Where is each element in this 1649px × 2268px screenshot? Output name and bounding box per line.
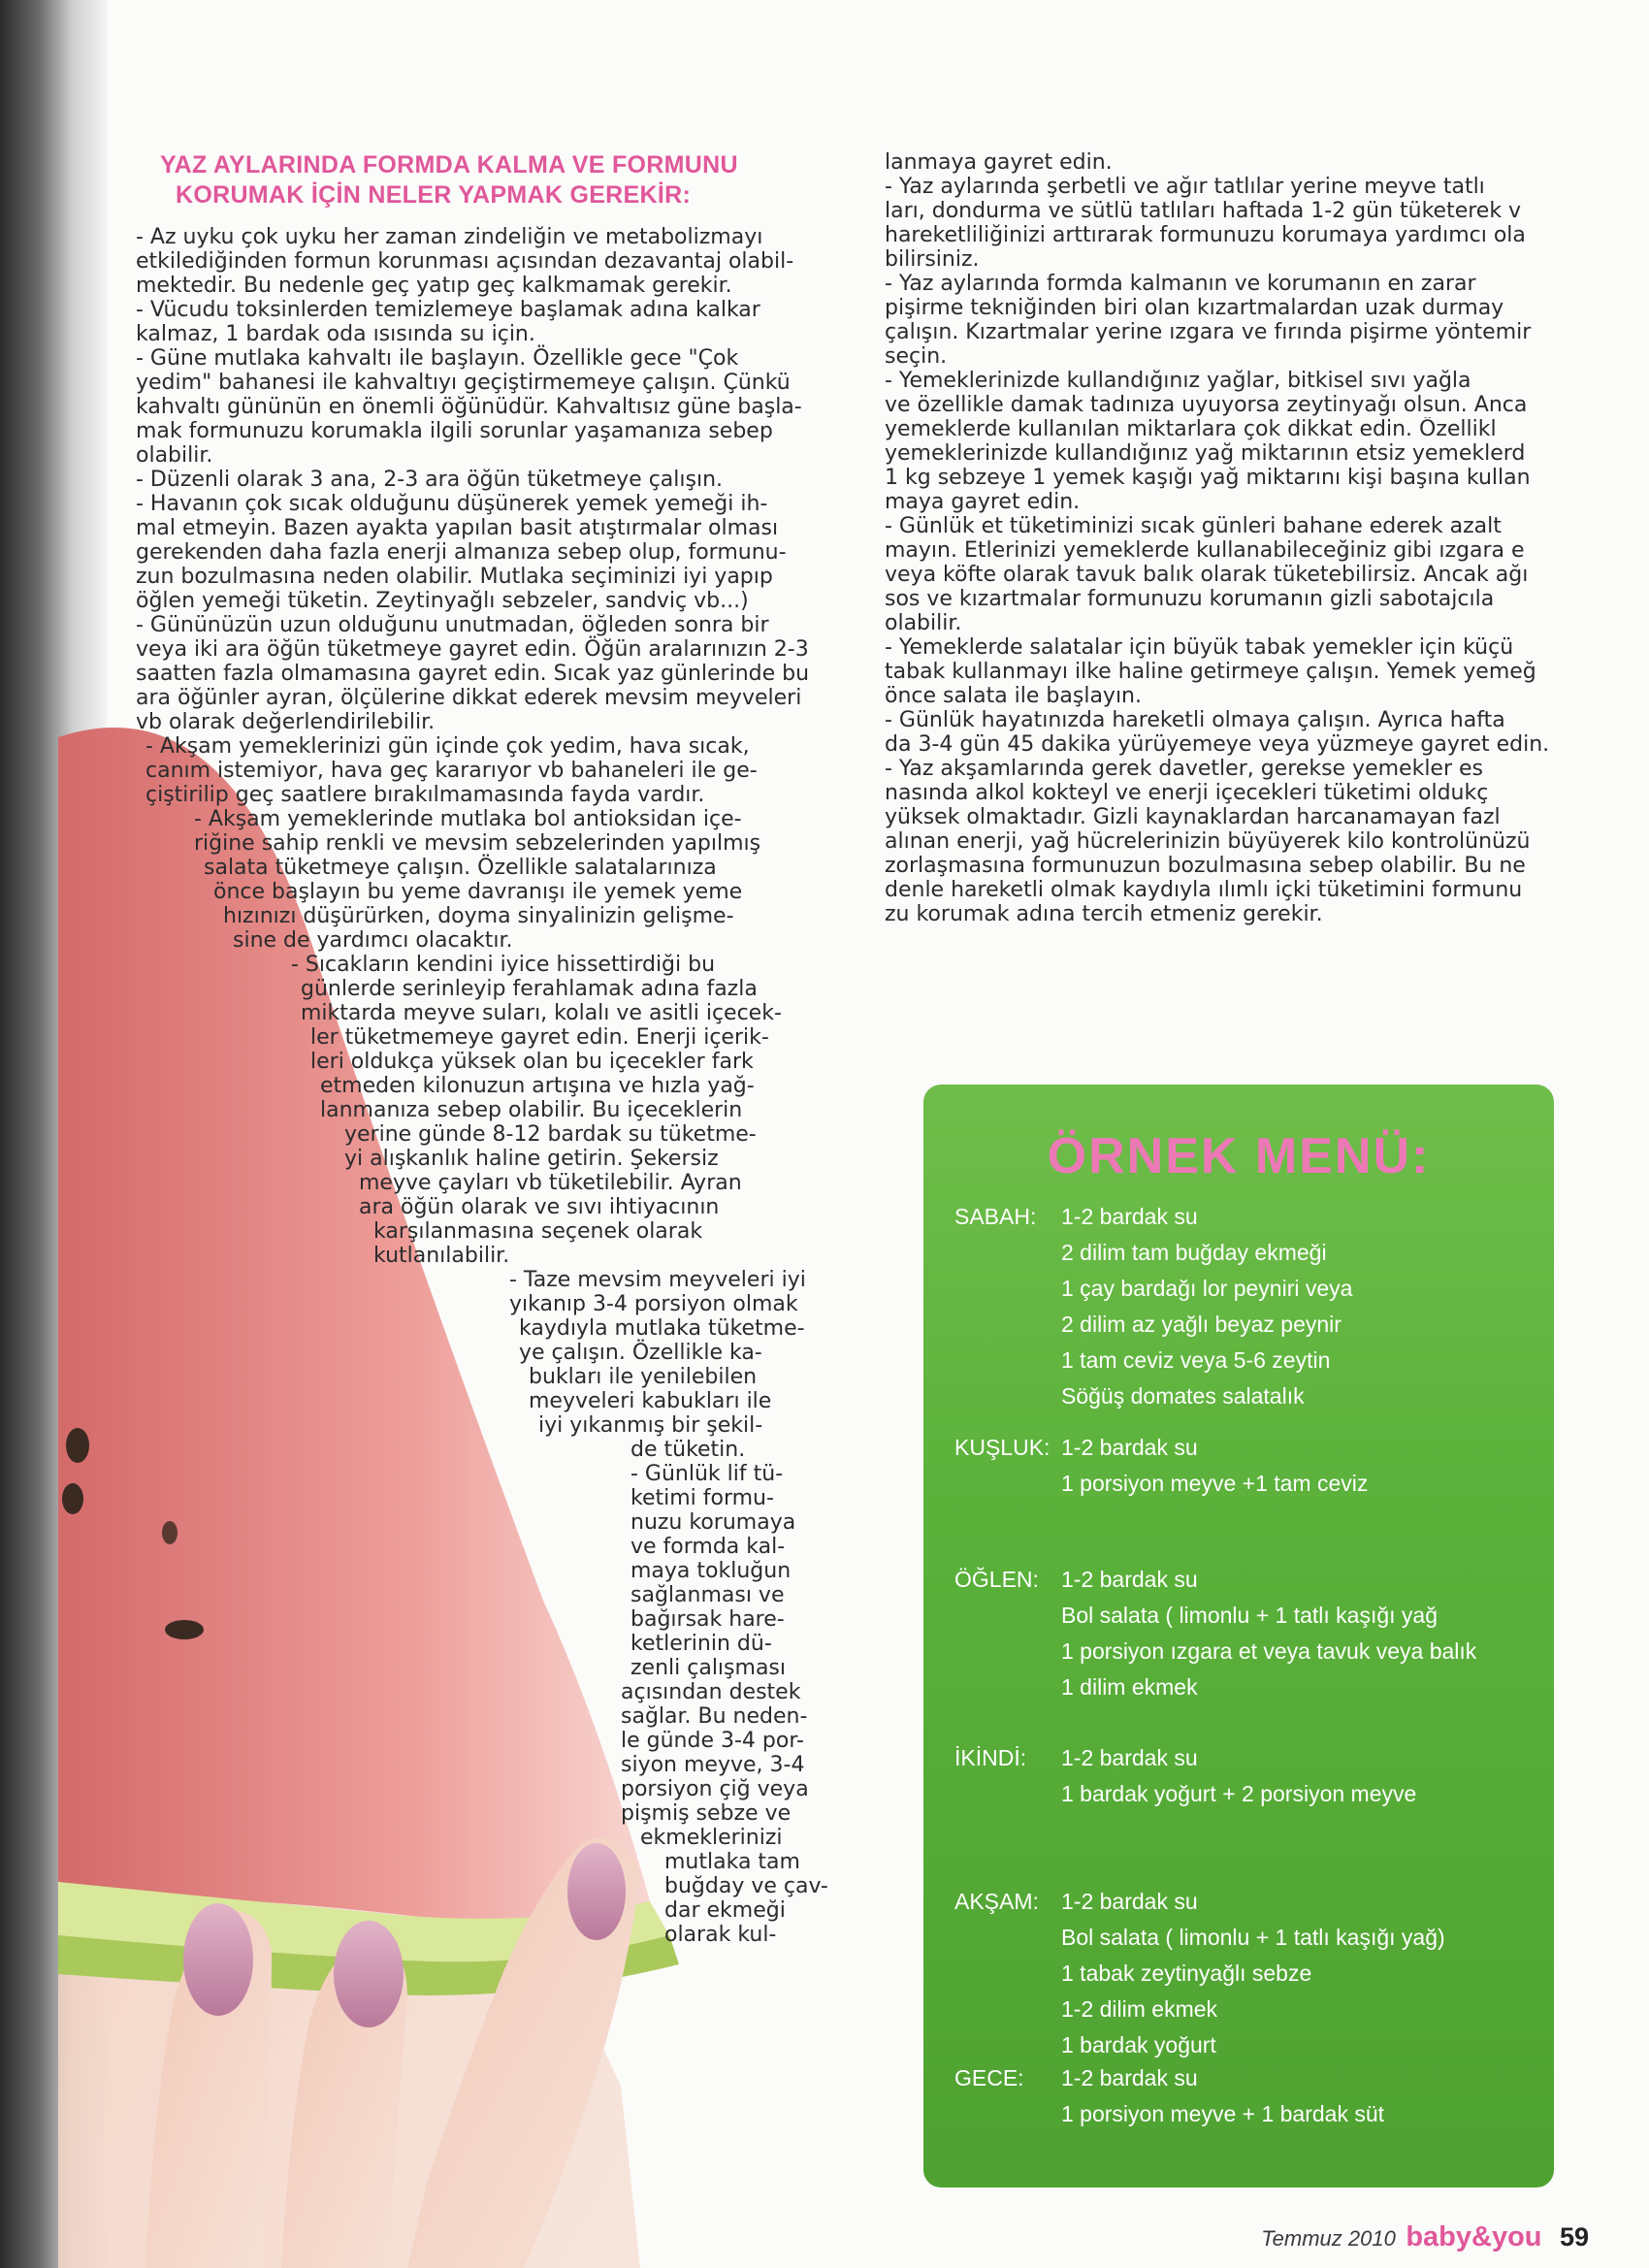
left-text-line: gerekenden daha fazla enerji almanıza sebep olup, formunu- xyxy=(136,540,787,565)
menu-meal xyxy=(954,1199,1352,1414)
left-text-line: sine de yardımcı olacaktır. xyxy=(233,928,513,953)
left-text-line: öğlen yemeği tüketin. Zeytinyağlı sebzeler, sandviç vb...) xyxy=(136,589,749,613)
left-text-line: siyon meyve, 3-4 xyxy=(621,1753,805,1777)
right-column-text xyxy=(885,150,1578,926)
right-text-line: lanmaya gayret edin. xyxy=(885,150,1113,175)
meal-item: 1-2 bardak su xyxy=(1061,1567,1198,1592)
left-text-line: ara öğün olarak ve sıvı ihtiyacının xyxy=(359,1195,720,1219)
meal-item: 1 çay bardağı lor peyniri veya xyxy=(1061,1276,1353,1301)
left-text-line: - Az uyku çok uyku her zaman zindeliğin ve metabolizmayı xyxy=(136,225,763,249)
left-text-line: bukları ile yenilebilen xyxy=(529,1365,758,1389)
left-text-line: önce başlayın bu yeme davranışı ile yemek yeme xyxy=(213,880,743,904)
menu-meal xyxy=(954,1562,1476,1705)
left-text-line: dar ekmeği xyxy=(664,1898,786,1923)
meal-label: ÖĞLEN: xyxy=(954,1567,1039,1592)
left-text-line: yerine günde 8-12 bardak su tüketme- xyxy=(344,1122,757,1147)
heading-line-2: KORUMAK İÇİN NELER YAPMAK GEREKİR: xyxy=(176,181,692,209)
left-text-line: sağlanması ve xyxy=(630,1583,785,1607)
left-text-line: - Güne mutlaka kahvaltı ile başlayın. Özellikle gece "Çok xyxy=(136,346,739,371)
meal-label: KUŞLUK: xyxy=(954,1435,1051,1460)
article-heading xyxy=(160,150,761,211)
left-text-line: mektedir. Bu nedenle geç yatıp geç kalkmamak gerekir. xyxy=(136,274,732,298)
left-text-line: olabilir. xyxy=(136,443,213,468)
left-text-line: - Vücudu toksinlerden temizlemeye başlamak adına kalkar xyxy=(136,298,760,322)
right-text-line: tabak kullanmayı ilke haline getirmeye çalışın. Yemek yemeğ xyxy=(885,660,1536,684)
meal-item: 1 porsiyon meyve + 1 bardak süt xyxy=(1061,2101,1385,2126)
left-text-line: günlerde serinleyip ferahlamak adına fazla xyxy=(301,977,758,1001)
left-text-line: ye çalışın. Özellikle ka- xyxy=(519,1341,762,1365)
meal-item: 1 bardak yoğurt + 2 porsiyon meyve xyxy=(1061,1781,1417,1806)
left-text-line: - Gününüzün uzun olduğunu unutmadan, öğleden sonra bir xyxy=(136,613,769,637)
left-text-line: - Akşam yemeklerinde mutlaka bol antioksidan içe- xyxy=(194,807,742,831)
right-text-line: maya gayret edin. xyxy=(885,490,1081,514)
right-text-line: önce salata ile başlayın. xyxy=(885,684,1142,708)
right-text-line: pişirme tekniğinden biri olan kızartmalardan uzak durmay xyxy=(885,296,1504,320)
left-text-line: mutlaka tam xyxy=(664,1850,800,1874)
right-text-line: - Yaz aylarında formda kalmanın ve korumanın en zarar xyxy=(885,272,1476,296)
meal-item: Bol salata ( limonlu + 1 tatlı kaşığı yağ xyxy=(1061,1603,1439,1628)
meal-label: GECE: xyxy=(954,2065,1024,2090)
meal-item: Söğüş domates salatalık xyxy=(1061,1383,1305,1409)
right-text-line: ları, dondurma ve sütlü tatlıları haftada 1-2 gün tüketerek v xyxy=(885,199,1522,223)
right-text-line: ve özellikle damak tadınıza uyuyorsa zeytinyağı olsun. Anca xyxy=(885,393,1528,417)
left-text-line: miktarda meyve suları, kolalı ve asitli içecek- xyxy=(301,1001,782,1025)
left-text-line: ler tüketmemeye gayret edin. Enerji içerik- xyxy=(310,1025,769,1050)
meal-item: 2 dilim az yağlı beyaz peynir xyxy=(1061,1312,1342,1337)
left-column-text xyxy=(136,225,858,1947)
left-text-line: yıkanıp 3-4 porsiyon olmak xyxy=(509,1292,798,1316)
left-text-line: zenli çalışması xyxy=(630,1656,786,1680)
page-number: 59 xyxy=(1559,2222,1589,2252)
left-text-line: kahvaltı gününün en önemli öğünüdür. Kahvaltısız güne başla- xyxy=(136,395,802,419)
left-text-line: maya tokluğun xyxy=(630,1559,792,1583)
left-text-line: - Sıcakların kendini iyice hissettirdiği bu xyxy=(291,953,716,977)
left-text-line: kaydıyla mutlaka tüketme- xyxy=(519,1316,805,1341)
left-text-line: le günde 3-4 por- xyxy=(621,1729,804,1753)
right-text-line: alınan enerji, yağ hücrelerinizin büyüyerek kilo kontrolünüzü xyxy=(885,829,1531,854)
right-text-line: veya köfte olarak tavuk balık olarak tüketebilirsiz. Ancak ağı xyxy=(885,563,1529,587)
left-text-line: ve formda kal- xyxy=(630,1535,786,1559)
left-text-line: iyi yıkanmış bir şekil- xyxy=(538,1413,763,1438)
meal-item: Bol salata ( limonlu + 1 tatlı kaşığı yağ) xyxy=(1061,1925,1445,1950)
menu-meal xyxy=(954,1740,1416,1812)
meal-item: 1-2 bardak su xyxy=(1061,1889,1198,1914)
meal-item: 1 dilim ekmek xyxy=(1061,1674,1198,1700)
right-text-line: - Günlük et tüketiminizi sıcak günleri bahane ederek azalt xyxy=(885,514,1502,538)
left-text-line: ekmeklerinizi xyxy=(640,1826,783,1850)
menu-meal xyxy=(954,1430,1368,1502)
left-text-line: pişmiş sebze ve xyxy=(621,1801,792,1826)
left-text-line: bağırsak hare- xyxy=(630,1607,785,1632)
right-text-line: denle hareketli olmak kaydıyla ılımlı içki tüketimini formunu xyxy=(885,878,1523,902)
menu-title: ÖRNEK MENÜ: xyxy=(1047,1128,1431,1184)
meal-item: 2 dilim tam buğday ekmeği xyxy=(1061,1240,1327,1265)
right-text-line: - Yemeklerde salatalar için büyük tabak yemekler için küçü xyxy=(885,635,1514,660)
heading-line-1: YAZ AYLARINDA FORMDA KALMA VE FORMUNU xyxy=(160,151,738,178)
left-text-line: etmeden kilonuzun artışına ve hızla yağ- xyxy=(320,1074,755,1098)
menu-meal xyxy=(954,1884,1445,2063)
meal-label: AKŞAM: xyxy=(954,1889,1039,1914)
left-text-line: mal etmeyin. Bazen ayakta yapılan basit atıştırmalar olması xyxy=(136,516,779,540)
right-text-line: sos ve kızartmalar formunuzu korumanın gizli sabotajcıla xyxy=(885,587,1495,611)
right-text-line: nasında alkol kokteyl ve enerji içecekleri tüketimi oldukç xyxy=(885,781,1489,805)
sample-menu-box xyxy=(923,1085,1554,2187)
left-text-line: - Akşam yemeklerinizi gün içinde çok yedim, hava sıcak, xyxy=(146,734,750,759)
left-text-line: olarak kul- xyxy=(664,1923,777,1947)
meal-item: 1 tam ceviz veya 5-6 zeytin xyxy=(1061,1347,1331,1373)
menu-meal xyxy=(954,2060,1384,2132)
right-text-line: da 3-4 gün 45 dakika yürüyemeye veya yüzmeye gayret edin. xyxy=(885,732,1550,757)
left-text-line: ketimi formu- xyxy=(630,1486,774,1510)
right-text-line: hareketliliğinizi arttırarak formunuzu korumaya yardımcı ola xyxy=(885,223,1526,247)
right-text-line: yemeklerde kullanılan miktarlara çok dikkat edin. Özellikl xyxy=(885,417,1497,441)
left-text-line: veya iki ara öğün tüketmeye gayret edin. Öğün aralarınızın 2-3 xyxy=(136,637,809,662)
left-text-line: yi alışkanlık haline getirin. Şekersiz xyxy=(344,1147,719,1171)
left-text-line: - Günlük lif tü- xyxy=(630,1462,784,1486)
right-text-line: - Yaz akşamlarında gerek davetler, gerekse yemekler es xyxy=(885,757,1483,781)
right-text-line: olabilir. xyxy=(885,611,962,635)
meal-label: SABAH: xyxy=(954,1204,1037,1229)
left-text-line: vb olarak değerlendirilebilir. xyxy=(136,710,436,734)
meal-item: 1 tabak zeytinyağlı sebze xyxy=(1061,1960,1312,1986)
right-text-line: - Yaz aylarında şerbetli ve ağır tatlılar yerine meyve tatlı xyxy=(885,175,1485,199)
left-text-line: - Havanın çok sıcak olduğunu düşünerek yemek yemeği ih- xyxy=(136,492,768,516)
left-text-line: sağlar. Bu neden- xyxy=(621,1704,808,1729)
left-text-line: salata tüketmeye çalışın. Özellikle salatalarınıza xyxy=(204,856,717,880)
left-text-line: hızınızı düşürürken, doyma sinyalinizin gelişme- xyxy=(223,904,734,928)
meal-item: 1-2 bardak su xyxy=(1061,1204,1198,1229)
left-text-line: karşılanmasına seçenek olarak xyxy=(373,1219,703,1244)
magazine-name: baby&you xyxy=(1406,2221,1542,2252)
left-text-line: - Taze mevsim meyveleri iyi xyxy=(509,1268,806,1292)
meal-item: 1 bardak yoğurt xyxy=(1061,2032,1216,2057)
left-text-line: yedim" bahanesi ile kahvaltıyı geçiştirmemeye çalışın. Çünkü xyxy=(136,371,791,395)
issue-date: Temmuz 2010 xyxy=(1261,2226,1396,2251)
left-text-line: mak formunuzu korumakla ilgili sorunlar yaşamanıza sebep xyxy=(136,419,773,443)
left-text-line: ketlerinin dü- xyxy=(630,1632,772,1656)
meal-item: 1-2 bardak su xyxy=(1061,2065,1198,2090)
left-text-line: meyveleri kabukları ile xyxy=(529,1389,772,1413)
right-text-line: yemeklerinizde kullandığınız yağ miktarının etsiz yemeklerd xyxy=(885,441,1526,466)
left-text-line: porsiyon çiğ veya xyxy=(621,1777,809,1801)
left-text-line: - Düzenli olarak 3 ana, 2-3 ara öğün tüketmeye çalışın. xyxy=(136,468,723,492)
right-text-line: zorlaşmasına formunuzun bozulmasına sebep olabilir. Bu ne xyxy=(885,854,1526,878)
right-text-line: bilirsiniz. xyxy=(885,247,980,272)
left-text-line: kutlanılabilir. xyxy=(373,1244,510,1268)
right-text-line: mayın. Etlerinizi yemeklerde kullanabileceğiniz gibi ızgara e xyxy=(885,538,1525,563)
left-text-line: açısından destek xyxy=(621,1680,801,1704)
left-text-line: saatten fazla olmamasına gayret edin. Sıcak yaz günlerinde bu xyxy=(136,662,810,686)
right-text-line: yüksek olmaktadır. Gizli kaynaklardan harcanamayan fazl xyxy=(885,805,1501,829)
meal-item: 1-2 bardak su xyxy=(1061,1745,1198,1770)
left-text-line: canım istemiyor, hava geç kararıyor vb bahaneleri ile ge- xyxy=(146,759,758,783)
right-text-line: çalışın. Kızartmalar yerine ızgara ve fırında pişirme yöntemir xyxy=(885,320,1532,344)
meal-label: İKİNDİ: xyxy=(954,1745,1027,1770)
right-text-line: zu korumak adına tercih etmeniz gerekir. xyxy=(885,902,1323,926)
meal-item: 1 porsiyon meyve +1 tam ceviz xyxy=(1061,1471,1369,1496)
left-text-line: riğine sahip renkli ve mevsim sebzelerinden yapılmış xyxy=(194,831,761,856)
meal-item: 1-2 dilim ekmek xyxy=(1061,1996,1218,2022)
left-text-line: meyve çayları vb tüketilebilir. Ayran xyxy=(359,1171,742,1195)
left-text-line: leri oldukça yüksek olan bu içecekler fark xyxy=(310,1050,754,1074)
left-text-line: etkilediğinden formun korunması açısından dezavantaj olabil- xyxy=(136,249,794,274)
page-footer xyxy=(1261,2221,1589,2253)
left-text-line: çiştirilip geç saatlere bırakılmamasında fayda vardır. xyxy=(146,783,705,807)
left-text-line: kalmaz, 1 bardak oda ısısında su için. xyxy=(136,322,535,346)
meal-item: 1 porsiyon ızgara et veya tavuk veya balık xyxy=(1061,1638,1477,1664)
right-text-line: seçin. xyxy=(885,344,948,369)
left-text-line: nuzu korumaya xyxy=(630,1510,796,1535)
left-text-line: de tüketin. xyxy=(630,1438,746,1462)
left-text-line: ara öğünler ayran, ölçülerine dikkat ederek mevsim meyveleri xyxy=(136,686,802,710)
left-text-line: lanmanıza sebep olabilir. Bu içeceklerin xyxy=(320,1098,743,1122)
right-text-line: 1 kg sebzeye 1 yemek kaşığı yağ miktarını kişi başına kullan xyxy=(885,466,1531,490)
meal-item: 1-2 bardak su xyxy=(1061,1435,1198,1460)
right-text-line: - Yemeklerinizde kullandığınız yağlar, bitkisel sıvı yağla xyxy=(885,369,1471,393)
left-text-line: zun bozulmasına neden olabilir. Mutlaka seçiminizi iyi yapıp xyxy=(136,565,773,589)
left-text-line: buğday ve çav- xyxy=(664,1874,828,1898)
right-text-line: - Günlük hayatınızda hareketli olmaya çalışın. Ayrıca hafta xyxy=(885,708,1505,732)
